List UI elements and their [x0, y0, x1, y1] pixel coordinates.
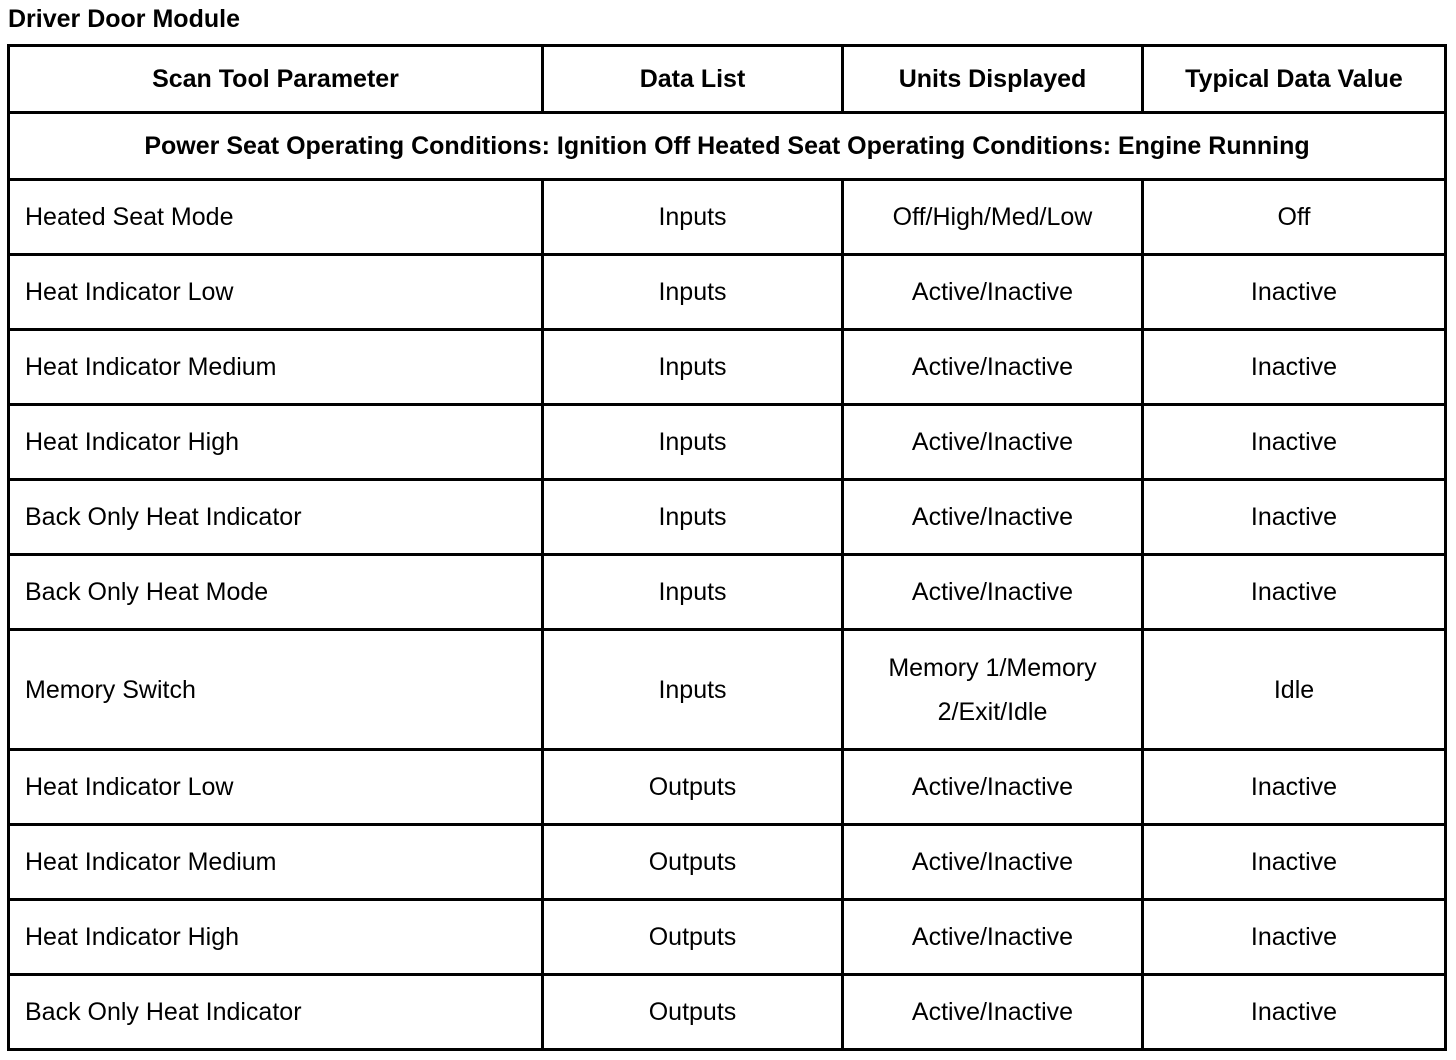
cell-parameter: Heated Seat Mode	[9, 180, 543, 255]
table-row	[9, 900, 1446, 975]
cell-units: Active/Inactive	[843, 555, 1143, 630]
cell-typical-value: Idle	[1143, 630, 1446, 750]
cell-parameter: Back Only Heat Indicator	[9, 480, 543, 555]
cell-units: Active/Inactive	[843, 900, 1143, 975]
cell-data-list: Outputs	[543, 900, 843, 975]
cell-units: Active/Inactive	[843, 330, 1143, 405]
table-row	[9, 975, 1446, 1050]
cell-units: Active/Inactive	[843, 825, 1143, 900]
operating-conditions: Power Seat Operating Conditions: Ignition Off Heated Seat Operating Conditions: Engine Running	[9, 113, 1446, 180]
cell-data-list: Outputs	[543, 750, 843, 825]
cell-typical-value: Inactive	[1143, 900, 1446, 975]
cell-typical-value: Inactive	[1143, 555, 1446, 630]
cell-data-list: Inputs	[543, 405, 843, 480]
cell-data-list: Inputs	[543, 630, 843, 750]
cell-parameter: Heat Indicator Medium	[9, 330, 543, 405]
cell-typical-value: Inactive	[1143, 975, 1446, 1050]
cell-parameter: Back Only Heat Indicator	[9, 975, 543, 1050]
table-row	[9, 255, 1446, 330]
cell-parameter: Heat Indicator Low	[9, 750, 543, 825]
cell-parameter: Heat Indicator High	[9, 900, 543, 975]
cell-typical-value: Inactive	[1143, 825, 1446, 900]
table-row	[9, 405, 1446, 480]
cell-parameter: Memory Switch	[9, 630, 543, 750]
table-body	[9, 113, 1446, 1050]
header-row	[9, 46, 1446, 113]
cell-units: Off/High/Med/Low	[843, 180, 1143, 255]
cell-data-list: Inputs	[543, 180, 843, 255]
cell-typical-value: Inactive	[1143, 330, 1446, 405]
table-header	[9, 46, 1446, 113]
cell-typical-value: Inactive	[1143, 405, 1446, 480]
table-row	[9, 330, 1446, 405]
cell-data-list: Inputs	[543, 480, 843, 555]
operating-conditions-row	[9, 113, 1446, 180]
cell-typical-value: Inactive	[1143, 255, 1446, 330]
cell-units: Active/Inactive	[843, 750, 1143, 825]
cell-parameter: Back Only Heat Mode	[9, 555, 543, 630]
table-row	[9, 180, 1446, 255]
cell-parameter: Heat Indicator High	[9, 405, 543, 480]
cell-units: Memory 1/Memory 2/Exit/Idle	[843, 630, 1143, 750]
scan-tool-parameter-table	[7, 44, 1447, 1051]
cell-data-list: Outputs	[543, 975, 843, 1050]
cell-units: Active/Inactive	[843, 975, 1143, 1050]
column-header-units-displayed: Units Displayed	[843, 46, 1143, 113]
cell-parameter: Heat Indicator Medium	[9, 825, 543, 900]
cell-typical-value: Off	[1143, 180, 1446, 255]
document-title: Driver Door Module	[8, 5, 240, 33]
cell-units: Active/Inactive	[843, 405, 1143, 480]
column-header-typical-data-value: Typical Data Value	[1143, 46, 1446, 113]
cell-parameter: Heat Indicator Low	[9, 255, 543, 330]
table-row	[9, 825, 1446, 900]
cell-units: Active/Inactive	[843, 480, 1143, 555]
column-header-data-list: Data List	[543, 46, 843, 113]
column-header-scan-tool-parameter: Scan Tool Parameter	[9, 46, 543, 113]
cell-typical-value: Inactive	[1143, 480, 1446, 555]
cell-data-list: Inputs	[543, 555, 843, 630]
cell-data-list: Inputs	[543, 255, 843, 330]
table-row	[9, 630, 1446, 750]
table-row	[9, 750, 1446, 825]
cell-units: Active/Inactive	[843, 255, 1143, 330]
table-row	[9, 480, 1446, 555]
cell-data-list: Outputs	[543, 825, 843, 900]
table-row	[9, 555, 1446, 630]
cell-data-list: Inputs	[543, 330, 843, 405]
cell-typical-value: Inactive	[1143, 750, 1446, 825]
